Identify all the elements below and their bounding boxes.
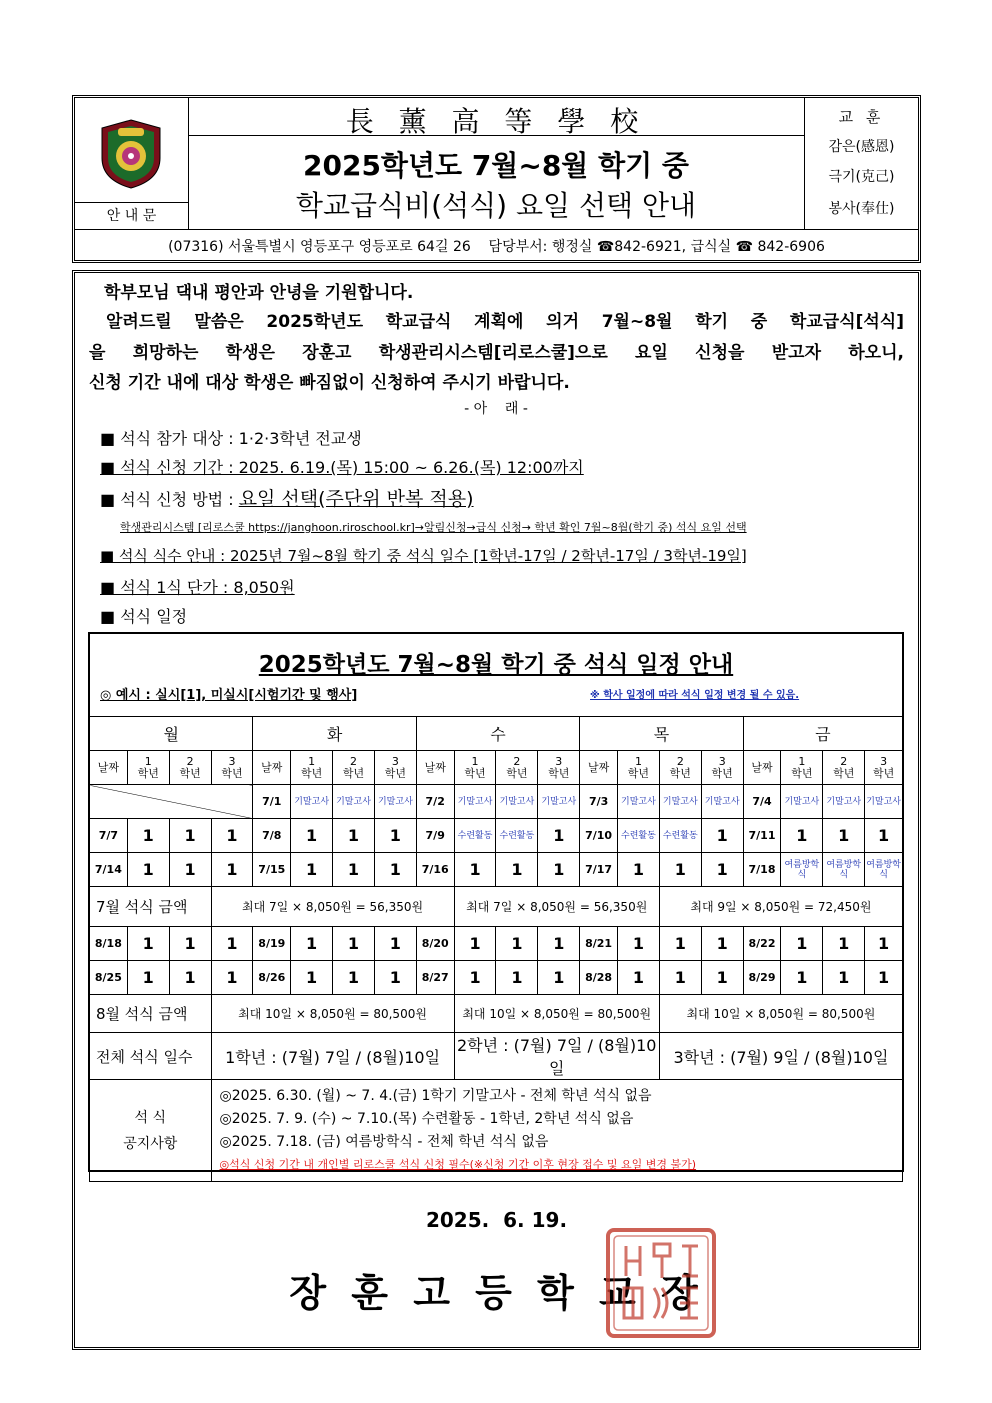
motto-3: 봉사(奉仕) xyxy=(828,201,895,217)
date-header: 날짜 xyxy=(743,751,781,785)
price-line: ■ 석식 1식 단가 : 8,050원 xyxy=(100,578,295,597)
exam-cell: 기말고사 xyxy=(454,785,496,819)
date-header: 날짜 xyxy=(253,751,291,785)
meal-cell: 1 xyxy=(169,819,211,853)
meal-cell: 1 xyxy=(865,961,903,995)
intro-line3: 신청 기간 내에 대상 학생은 빠짐없이 신청하여 주시기 바랍니다. xyxy=(89,373,570,393)
intro-line1: 알려드릴 말씀은 2025학년도 학교급식 계획에 의거 7월~8월 학기 중 학교급식[석식] xyxy=(106,312,904,332)
aug-sum-grade1: 최대 10일 × 8,050원 = 80,500원 xyxy=(211,995,454,1033)
meal-cell: 1 xyxy=(291,819,333,853)
exam-cell: 기말고사 xyxy=(538,785,580,819)
meal-cell: 1 xyxy=(211,819,253,853)
grade-header: 1 학년 xyxy=(454,751,496,785)
date-cell: 7/18 xyxy=(743,853,781,887)
notice-item: ◎2025. 7. 9. (수) ~ 7.10.(목) 수련활동 - 1학년, 2학년 석식 없음 xyxy=(219,1111,634,1127)
meal-cell: 1 xyxy=(781,927,823,961)
grade-header: 1 학년 xyxy=(291,751,333,785)
application-path: 학생관리시스템 [리로스쿨 https://janghoon.riroschool.kr]→알림신청→급식 신청→ 학년 확인 7월~8월(학기 중) 석식 요일 선택 xyxy=(120,521,747,534)
meal-cell: 1 xyxy=(291,853,333,887)
week-row-4 xyxy=(90,927,903,961)
meal-cell: 1 xyxy=(127,819,169,853)
grade-header: 3 학년 xyxy=(538,751,580,785)
date-cell: 8/20 xyxy=(416,927,454,961)
date-cell: 7/16 xyxy=(416,853,454,887)
july-sum-grade3: 최대 9일 × 8,050원 = 72,450원 xyxy=(659,887,902,927)
vacation-cell: 여름방학식 xyxy=(781,853,823,887)
grade-header: 2 학년 xyxy=(659,751,701,785)
aug-sum-grade2: 최대 10일 × 8,050원 = 80,500원 xyxy=(454,995,659,1033)
date-header: 날짜 xyxy=(416,751,454,785)
total-label: 전체 석식 일수 xyxy=(90,1033,212,1080)
meal-cell: 1 xyxy=(618,853,660,887)
date-cell: 8/27 xyxy=(416,961,454,995)
training-cell: 수련활동 xyxy=(454,819,496,853)
day-wed: 수 xyxy=(416,717,579,751)
day-fri: 금 xyxy=(743,717,902,751)
july-sum-grade2: 최대 7일 × 8,050원 = 56,350원 xyxy=(454,887,659,927)
meal-cell: 1 xyxy=(538,819,580,853)
meal-cell: 1 xyxy=(291,927,333,961)
document-date: 2025. 6. 19. xyxy=(425,1208,568,1232)
exam-cell: 기말고사 xyxy=(865,785,903,819)
date-cell: 7/15 xyxy=(253,853,291,887)
meal-cell: 1 xyxy=(701,853,743,887)
meal-cell: 1 xyxy=(538,961,580,995)
meal-cell: 1 xyxy=(127,927,169,961)
meal-cell: 1 xyxy=(169,927,211,961)
meal-cell: 1 xyxy=(701,819,743,853)
meal-cell: 1 xyxy=(454,927,496,961)
date-header: 날짜 xyxy=(580,751,618,785)
week-row-5 xyxy=(90,961,903,995)
meal-cell: 1 xyxy=(823,961,865,995)
date-cell: 7/14 xyxy=(90,853,128,887)
date-cell: 7/3 xyxy=(580,785,618,819)
date-cell: 7/2 xyxy=(416,785,454,819)
vacation-cell: 여름방학식 xyxy=(823,853,865,887)
exam-cell: 기말고사 xyxy=(291,785,333,819)
total-grade3: 3학년 : (7월) 9일 / (8월)10일 xyxy=(659,1033,902,1080)
meal-cell: 1 xyxy=(781,961,823,995)
period-line: ■ 석식 신청 기간 : 2025. 6.19.(목) 15:00 ~ 6.26.(목) 12:00까지 xyxy=(100,458,584,477)
method-line xyxy=(100,484,474,511)
meal-cell: 1 xyxy=(618,927,660,961)
meal-cell: 1 xyxy=(538,853,580,887)
exam-cell: 기말고사 xyxy=(496,785,538,819)
aug-sum-row xyxy=(90,995,903,1033)
schedule-title: 2025학년도 7월~8월 학기 중 석식 일정 안내 xyxy=(258,652,734,678)
exam-cell: 기말고사 xyxy=(781,785,823,819)
week-row-3 xyxy=(90,853,903,887)
exam-cell: 기말고사 xyxy=(374,785,416,819)
meal-cell: 1 xyxy=(781,819,823,853)
date-header: 날짜 xyxy=(90,751,128,785)
notice-label: 석 식 공지사항 xyxy=(90,1080,212,1182)
date-cell: 7/1 xyxy=(253,785,291,819)
training-cell: 수련활동 xyxy=(618,819,660,853)
week-row-1 xyxy=(90,785,903,819)
date-cell: 8/25 xyxy=(90,961,128,995)
meal-cell: 1 xyxy=(127,961,169,995)
meal-cell: 1 xyxy=(211,961,253,995)
date-cell: 8/29 xyxy=(743,961,781,995)
exam-cell: 기말고사 xyxy=(333,785,375,819)
date-cell: 7/9 xyxy=(416,819,454,853)
meal-cell: 1 xyxy=(333,853,375,887)
meal-cell: 1 xyxy=(211,927,253,961)
greeting: 학부모님 댁내 평안과 안녕을 기원합니다. xyxy=(104,283,414,303)
meal-cell: 1 xyxy=(538,927,580,961)
meal-cell: 1 xyxy=(127,853,169,887)
meal-cell: 1 xyxy=(374,961,416,995)
meal-cell: 1 xyxy=(701,961,743,995)
date-cell: 7/4 xyxy=(743,785,781,819)
grade-header: 2 학년 xyxy=(169,751,211,785)
grade-header: 3 학년 xyxy=(374,751,416,785)
date-cell: 8/22 xyxy=(743,927,781,961)
date-cell: 8/26 xyxy=(253,961,291,995)
training-cell: 수련활동 xyxy=(496,819,538,853)
meal-cell: 1 xyxy=(823,819,865,853)
meal-cell: 1 xyxy=(701,927,743,961)
date-cell: 7/17 xyxy=(580,853,618,887)
date-cell: 8/18 xyxy=(90,927,128,961)
exam-cell: 기말고사 xyxy=(659,785,701,819)
date-cell: 7/10 xyxy=(580,819,618,853)
grade-header: 3 학년 xyxy=(865,751,903,785)
grade-header: 2 학년 xyxy=(333,751,375,785)
total-row xyxy=(90,1033,903,1080)
motto-2: 극기(克己) xyxy=(828,169,895,185)
aug-sum-label: 8월 석식 금액 xyxy=(90,995,212,1033)
date-cell: 8/21 xyxy=(580,927,618,961)
grade-header: 3 학년 xyxy=(211,751,253,785)
exam-cell: 기말고사 xyxy=(823,785,865,819)
school-emblem xyxy=(98,118,164,190)
method-label: ■ 석식 신청 방법 : xyxy=(100,490,239,509)
meal-cell: 1 xyxy=(374,853,416,887)
meal-cell: 1 xyxy=(659,853,701,887)
grade-header: 1 학년 xyxy=(781,751,823,785)
intro-line2: 을 희망하는 학생은 장훈고 학생관리시스템[리로스쿨]으로 요일 신청을 받고자 하오니, xyxy=(89,343,904,363)
date-cell: 7/11 xyxy=(743,819,781,853)
july-sum-row xyxy=(90,887,903,927)
meal-cell: 1 xyxy=(169,853,211,887)
meal-cell: 1 xyxy=(211,853,253,887)
official-seal xyxy=(604,1226,718,1340)
day-thu: 목 xyxy=(580,717,743,751)
meal-cell: 1 xyxy=(454,961,496,995)
title-line1: 2025학년도 7월~8월 학기 중 xyxy=(303,149,689,182)
meal-cell: 1 xyxy=(865,927,903,961)
notice-content xyxy=(211,1080,902,1182)
meal-cell: 1 xyxy=(865,819,903,853)
meal-cell: 1 xyxy=(496,961,538,995)
meal-cell: 1 xyxy=(374,927,416,961)
meal-cell: 1 xyxy=(333,961,375,995)
meal-cell: 1 xyxy=(496,853,538,887)
grade-header: 1 학년 xyxy=(618,751,660,785)
date-cell: 7/8 xyxy=(253,819,291,853)
july-sum-grade1: 최대 7일 × 8,050원 = 56,350원 xyxy=(211,887,454,927)
schedule-label: ■ 석식 일정 xyxy=(100,607,188,626)
meal-cell: 1 xyxy=(169,961,211,995)
date-cell: 8/19 xyxy=(253,927,291,961)
motto-title: 교 훈 xyxy=(838,108,885,126)
meal-cell: 1 xyxy=(659,961,701,995)
meal-cell: 1 xyxy=(496,927,538,961)
training-cell: 수련활동 xyxy=(659,819,701,853)
empty-monday-cell xyxy=(90,785,253,819)
principal-name: 장 훈 고 등 학 교 장 xyxy=(289,1271,704,1315)
grade-header-row xyxy=(90,751,903,785)
target-line: ■ 석식 참가 대상 : 1·2·3학년 전교생 xyxy=(100,429,362,448)
grade-header: 3 학년 xyxy=(701,751,743,785)
schedule-table xyxy=(89,716,903,1182)
count-line: ■ 석식 식수 안내 : 2025년 7월~8월 학기 중 석식 일수 [1학년-17일 / 2학년-17일 / 3학년-19일] xyxy=(100,547,747,565)
meal-cell: 1 xyxy=(618,961,660,995)
notice-row xyxy=(90,1080,903,1182)
total-grade1: 1학년 : (7월) 7일 / (8월)10일 xyxy=(211,1033,454,1080)
grade-header: 1 학년 xyxy=(127,751,169,785)
meal-cell: 1 xyxy=(454,853,496,887)
notice-required: ◎석식 신청 기간 내 개인별 리로스쿨 석식 신청 필수(※신청 기간 이후 현장 접수 및 요일 변경 불가) xyxy=(219,1158,697,1171)
day-mon: 월 xyxy=(90,717,253,751)
below-heading: - 아 래 - xyxy=(464,401,528,417)
title-line2: 학교급식비(석식) 요일 선택 안내 xyxy=(295,189,697,222)
exam-cell: 기말고사 xyxy=(701,785,743,819)
meal-cell: 1 xyxy=(823,927,865,961)
meal-cell: 1 xyxy=(374,819,416,853)
meal-cell: 1 xyxy=(291,961,333,995)
schedule-legend: ◎ 예시 : 실시[1], 미실시[시험기간 및 행사] xyxy=(100,688,358,703)
meal-cell: 1 xyxy=(333,819,375,853)
day-tue: 화 xyxy=(253,717,416,751)
notice-item: ◎2025. 6.30. (월) ~ 7. 4.(금) 1학기 기말고사 - 전체 학년 석식 없음 xyxy=(219,1088,652,1104)
notice-label: 안 내 문 xyxy=(106,208,157,224)
meal-cell: 1 xyxy=(659,927,701,961)
motto-1: 감은(感恩) xyxy=(828,139,895,155)
schedule-change-note: ※ 학사 일정에 따라 석식 일정 변경 될 수 있음. xyxy=(590,690,800,701)
week-row-2 xyxy=(90,819,903,853)
date-cell: 7/7 xyxy=(90,819,128,853)
total-grade2: 2학년 : (7월) 7일 / (8월)10일 xyxy=(454,1033,659,1080)
meal-cell: 1 xyxy=(333,927,375,961)
school-name-hanja: 長 薰 高 等 學 校 xyxy=(345,105,647,138)
grade-header: 2 학년 xyxy=(823,751,865,785)
aug-sum-grade3: 최대 10일 × 8,050원 = 80,500원 xyxy=(659,995,902,1033)
address-line: (07316) 서울특별시 영등포구 영등포로 64길 26 담당부서: 행정실 ☎842-6921, 급식실 ☎ 842-6906 xyxy=(168,239,825,255)
exam-cell: 기말고사 xyxy=(618,785,660,819)
grade-header: 2 학년 xyxy=(496,751,538,785)
method-value: 요일 선택(주단위 반복 적용) xyxy=(238,488,474,510)
july-sum-label: 7월 석식 금액 xyxy=(90,887,212,927)
date-cell: 8/28 xyxy=(580,961,618,995)
notice-item: ◎2025. 7.18. (금) 여름방학식 - 전체 학년 석식 없음 xyxy=(219,1134,549,1150)
vacation-cell: 여름방학식 xyxy=(865,853,903,887)
